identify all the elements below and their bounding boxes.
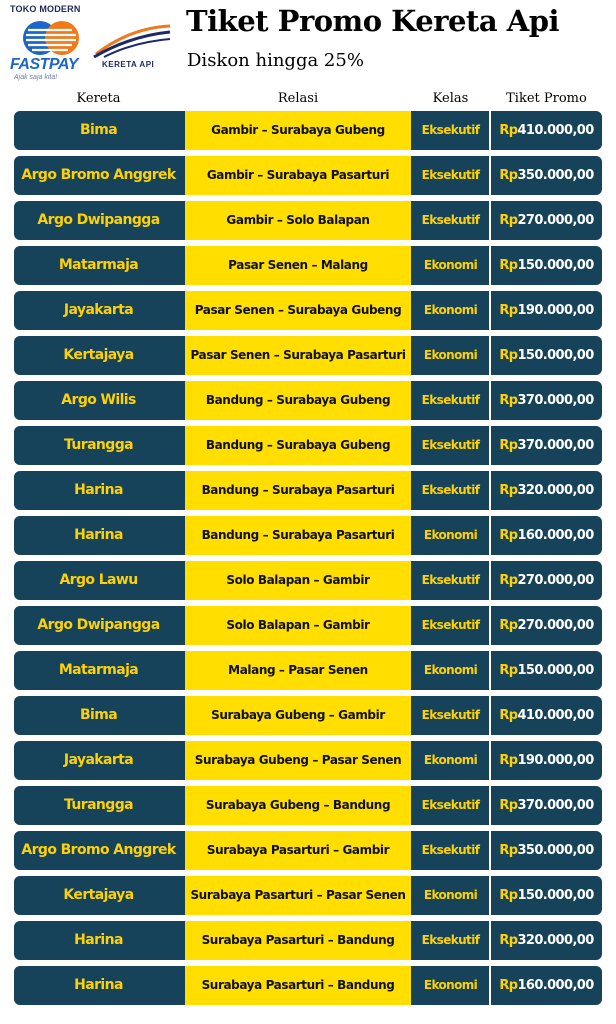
currency: Rp xyxy=(499,213,518,228)
table-row xyxy=(14,516,602,555)
route: Bandung – Surabaya Pasarturi xyxy=(185,516,411,555)
price xyxy=(491,381,602,420)
route: Surabaya Pasarturi – Gambir xyxy=(185,831,411,870)
amount: 410.000,00 xyxy=(517,708,594,723)
class: Eksekutif xyxy=(421,393,480,407)
table-row xyxy=(14,291,602,330)
route: Surabaya Gubeng – Bandung xyxy=(185,786,411,825)
price xyxy=(491,291,602,330)
train-name: Matarmaja xyxy=(58,662,139,678)
amount: 150.000,00 xyxy=(517,258,594,273)
table-row xyxy=(14,741,602,780)
route: Bandung – Surabaya Gubeng xyxy=(185,426,411,465)
class: Eksekutif xyxy=(421,798,480,812)
class: Ekonomi xyxy=(423,348,478,362)
amount: 320.000,00 xyxy=(517,933,594,948)
price xyxy=(491,201,602,240)
train-name: Harina xyxy=(74,527,123,543)
amount: 160.000,00 xyxy=(517,978,594,993)
class: Ekonomi xyxy=(423,753,478,767)
table-row xyxy=(14,336,602,375)
train-name: Turangga xyxy=(64,797,133,813)
amount: 270.000,00 xyxy=(517,573,594,588)
price xyxy=(491,876,602,915)
class: Eksekutif xyxy=(421,483,480,497)
kai-logo-icon xyxy=(90,24,172,58)
route: Surabaya Pasarturi – Bandung xyxy=(185,966,411,1005)
amount: 150.000,00 xyxy=(517,663,594,678)
price xyxy=(491,696,602,735)
brand-tagline: Ajak saja kita! xyxy=(14,74,58,81)
route: Surabaya Gubeng – Pasar Senen xyxy=(185,741,411,780)
train-name: Harina xyxy=(74,482,123,498)
table-row xyxy=(14,921,602,960)
price xyxy=(491,651,602,690)
route: Gambir – Surabaya Pasarturi xyxy=(185,156,411,195)
train-name: Kertajaya xyxy=(63,887,134,903)
currency: Rp xyxy=(499,573,518,588)
currency: Rp xyxy=(499,303,518,318)
price xyxy=(491,966,602,1005)
currency: Rp xyxy=(499,798,518,813)
page-subtitle: Diskon hingga 25% xyxy=(187,50,364,71)
table-row xyxy=(14,156,602,195)
route: Gambir – Solo Balapan xyxy=(185,201,411,240)
class: Eksekutif xyxy=(421,708,480,722)
price xyxy=(491,111,602,150)
route: Surabaya Pasarturi – Bandung xyxy=(185,921,411,960)
table-row xyxy=(14,246,602,285)
train-name: Argo Bromo Anggrek xyxy=(21,842,176,858)
price xyxy=(491,741,602,780)
route: Solo Balapan – Gambir xyxy=(185,561,411,600)
kai-name: KERETA API xyxy=(102,60,155,69)
amount: 370.000,00 xyxy=(517,393,594,408)
price xyxy=(491,516,602,555)
class: Eksekutif xyxy=(421,168,480,182)
amount: 160.000,00 xyxy=(517,528,594,543)
currency: Rp xyxy=(499,168,518,183)
class: Eksekutif xyxy=(421,438,480,452)
currency: Rp xyxy=(499,708,518,723)
train-name: Jayakarta xyxy=(63,302,134,318)
route: Bandung – Surabaya Pasarturi xyxy=(185,471,411,510)
table-row xyxy=(14,111,602,150)
currency: Rp xyxy=(499,123,518,138)
route: Gambir – Surabaya Gubeng xyxy=(185,111,411,150)
train-name: Matarmaja xyxy=(58,257,139,273)
amount: 270.000,00 xyxy=(517,213,594,228)
currency: Rp xyxy=(499,888,518,903)
route: Pasar Senen – Malang xyxy=(185,246,411,285)
table-row xyxy=(14,831,602,870)
amount: 370.000,00 xyxy=(517,798,594,813)
table-row xyxy=(14,201,602,240)
train-name: Argo Bromo Anggrek xyxy=(21,167,176,183)
price xyxy=(491,246,602,285)
train-name: Turangga xyxy=(64,437,133,453)
column-header-relasi: Relasi xyxy=(277,91,319,106)
brand-top-label: TOKO MODERN xyxy=(10,4,81,14)
amount: 370.000,00 xyxy=(517,438,594,453)
fastpay-logo-icon xyxy=(22,20,80,56)
table-row xyxy=(14,381,602,420)
currency: Rp xyxy=(499,258,518,273)
class: Eksekutif xyxy=(421,213,480,227)
amount: 190.000,00 xyxy=(517,303,594,318)
table-row xyxy=(14,696,602,735)
class: Eksekutif xyxy=(421,933,480,947)
class: Eksekutif xyxy=(421,573,480,587)
column-header-kereta: Kereta xyxy=(76,91,121,106)
route: Bandung – Surabaya Gubeng xyxy=(185,381,411,420)
train-name: Harina xyxy=(74,977,123,993)
table-row xyxy=(14,651,602,690)
table-row xyxy=(14,966,602,1005)
train-name: Argo Lawu xyxy=(59,572,138,588)
price xyxy=(491,156,602,195)
route: Surabaya Gubeng – Gambir xyxy=(185,696,411,735)
class: Eksekutif xyxy=(421,123,480,137)
amount: 350.000,00 xyxy=(517,168,594,183)
price xyxy=(491,561,602,600)
route: Pasar Senen – Surabaya Gubeng xyxy=(185,291,411,330)
train-name: Bima xyxy=(79,707,118,723)
currency: Rp xyxy=(499,483,518,498)
class: Eksekutif xyxy=(421,618,480,632)
currency: Rp xyxy=(499,663,518,678)
table-row xyxy=(14,561,602,600)
kai-brand xyxy=(90,24,172,74)
amount: 320.000,00 xyxy=(517,483,594,498)
table-row xyxy=(14,876,602,915)
table-row xyxy=(14,606,602,645)
price xyxy=(491,921,602,960)
route: Solo Balapan – Gambir xyxy=(185,606,411,645)
currency: Rp xyxy=(499,438,518,453)
train-name: Argo Wilis xyxy=(61,392,136,408)
train-name: Kertajaya xyxy=(63,347,134,363)
column-header-kelas: Kelas xyxy=(432,91,469,106)
table-row xyxy=(14,471,602,510)
route: Malang – Pasar Senen xyxy=(185,651,411,690)
amount: 270.000,00 xyxy=(517,618,594,633)
header xyxy=(0,0,616,88)
class: Ekonomi xyxy=(423,978,478,992)
train-name: Argo Dwipangga xyxy=(37,617,160,633)
class: Ekonomi xyxy=(423,888,478,902)
currency: Rp xyxy=(499,393,518,408)
train-name: Bima xyxy=(79,122,118,138)
price xyxy=(491,336,602,375)
currency: Rp xyxy=(499,348,518,363)
price xyxy=(491,471,602,510)
price xyxy=(491,426,602,465)
class: Ekonomi xyxy=(423,303,478,317)
amount: 150.000,00 xyxy=(517,348,594,363)
currency: Rp xyxy=(499,933,518,948)
train-name: Harina xyxy=(74,932,123,948)
class: Ekonomi xyxy=(423,528,478,542)
table-row xyxy=(14,786,602,825)
currency: Rp xyxy=(499,843,518,858)
currency: Rp xyxy=(499,618,518,633)
price xyxy=(491,606,602,645)
train-name: Argo Dwipangga xyxy=(37,212,160,228)
train-name: Jayakarta xyxy=(63,752,134,768)
amount: 150.000,00 xyxy=(517,888,594,903)
brand-name: FASTPAY xyxy=(10,56,78,73)
class: Eksekutif xyxy=(421,843,480,857)
class: Ekonomi xyxy=(423,663,478,677)
price xyxy=(491,831,602,870)
route: Surabaya Pasarturi – Pasar Senen xyxy=(185,876,411,915)
amount: 350.000,00 xyxy=(517,843,594,858)
route: Pasar Senen – Surabaya Pasarturi xyxy=(185,336,411,375)
table-row xyxy=(14,426,602,465)
column-header-harga: Tiket Promo xyxy=(506,91,587,106)
page-title: Tiket Promo Kereta Api xyxy=(186,4,560,38)
ticket-table xyxy=(14,111,602,1011)
price xyxy=(491,786,602,825)
amount: 410.000,00 xyxy=(517,123,594,138)
currency: Rp xyxy=(499,528,518,543)
fastpay-brand xyxy=(10,4,90,84)
amount: 190.000,00 xyxy=(517,753,594,768)
class: Ekonomi xyxy=(423,258,478,272)
currency: Rp xyxy=(499,978,518,993)
currency: Rp xyxy=(499,753,518,768)
